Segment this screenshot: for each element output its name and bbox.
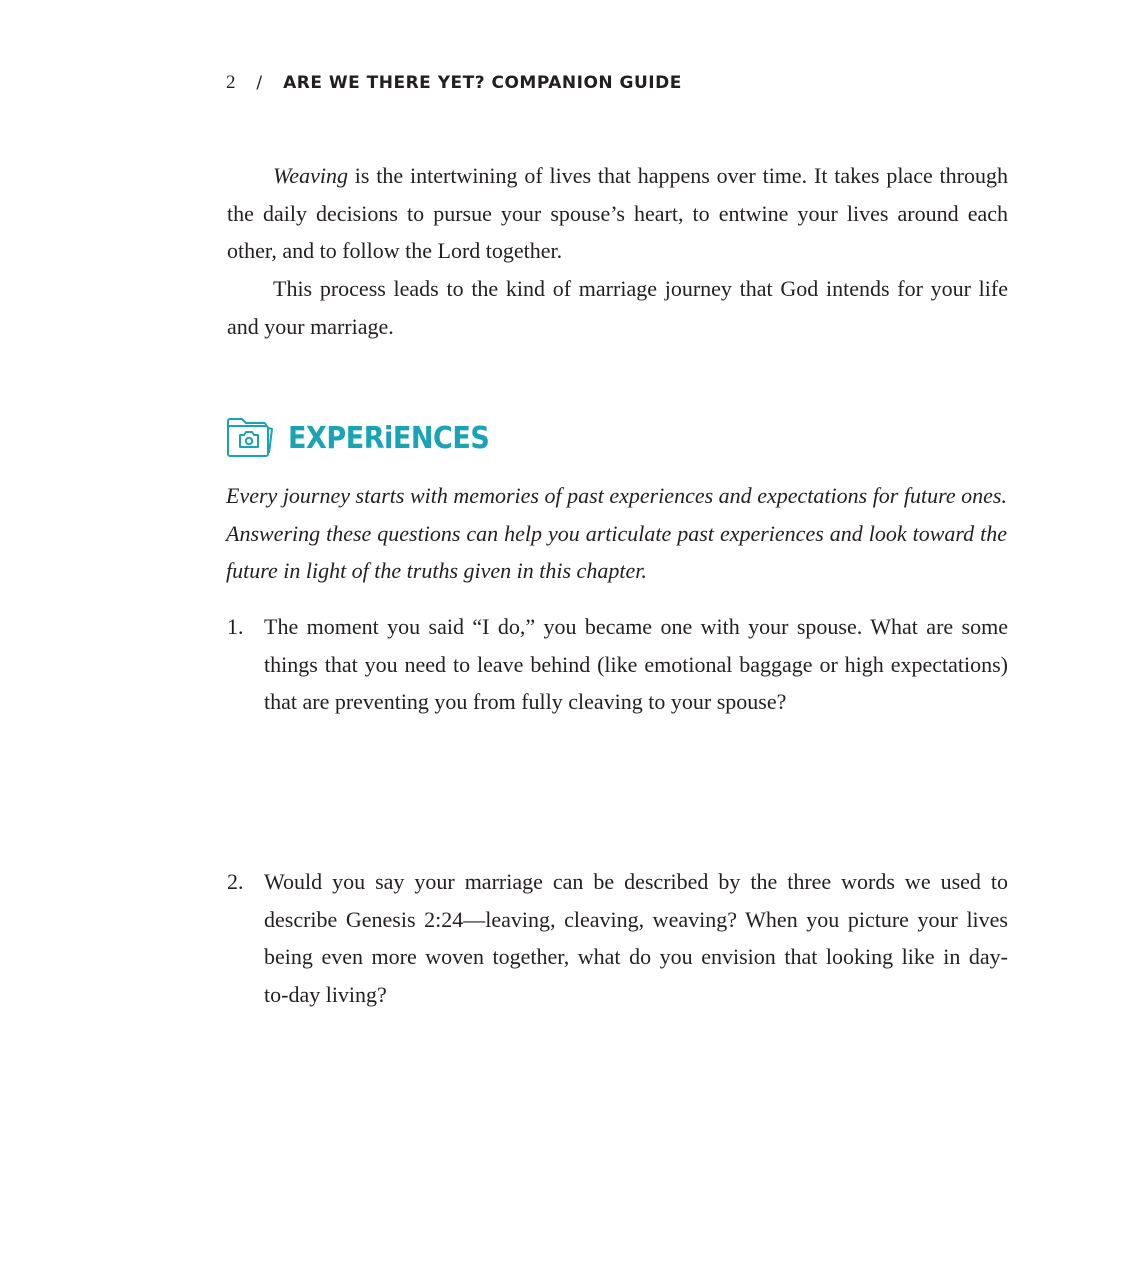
running-header [226,72,682,94]
intro-paragraph-2 [227,270,1008,345]
text-line: other, and to follow the Lord together. [227,238,563,264]
intro-paragraph-1 [227,157,1008,270]
text-line [227,157,1008,195]
text-line: and your marriage. [227,313,394,339]
text-line: things that you need to leave behind (like emotional baggage or high expectations) [264,651,1008,677]
book-title: ARE WE THERE YET? COMPANION GUIDE [283,73,682,93]
text-line: Answering these questions can help you articulate past experiences and look toward the [226,520,1007,546]
text-line: describe Genesis 2:24—leaving, cleaving, weaving? When you picture your lives [264,906,1008,932]
question-1 [227,608,1008,721]
question-2 [227,863,1008,1013]
text-line: that are preventing you from fully cleaving to your spouse? [264,689,787,715]
text-line: Every journey starts with memories of past experiences and expectations for future ones. [226,483,1007,508]
question-number: 2. [227,869,244,894]
section-heading [226,417,512,459]
section-title: EXPERiENCES [288,420,490,456]
header-separator: / [256,73,263,93]
text-fragment: is the intertwining of lives that happens over time. It takes place through [347,163,1008,188]
folder-camera-icon [226,417,274,459]
text-line: to-day living? [264,981,387,1007]
text-line: the daily decisions to pursue your spouse’s heart, to entwine your lives around each [227,200,1008,226]
question-number: 1. [227,614,244,639]
weaving-term: Weaving [273,163,348,188]
text-line: This process leads to the kind of marriage journey that God intends for your life [273,276,1008,301]
section-intro [226,477,1007,590]
page-number: 2 [226,72,236,93]
text-line: being even more woven together, what do you envision that looking like in day- [264,944,1008,970]
text-line: future in light of the truths given in this chapter. [226,558,647,584]
text-line: Would you say your marriage can be described by the three words we used to [264,869,1008,894]
text-line: The moment you said “I do,” you became one with your spouse. What are some [264,614,1008,639]
